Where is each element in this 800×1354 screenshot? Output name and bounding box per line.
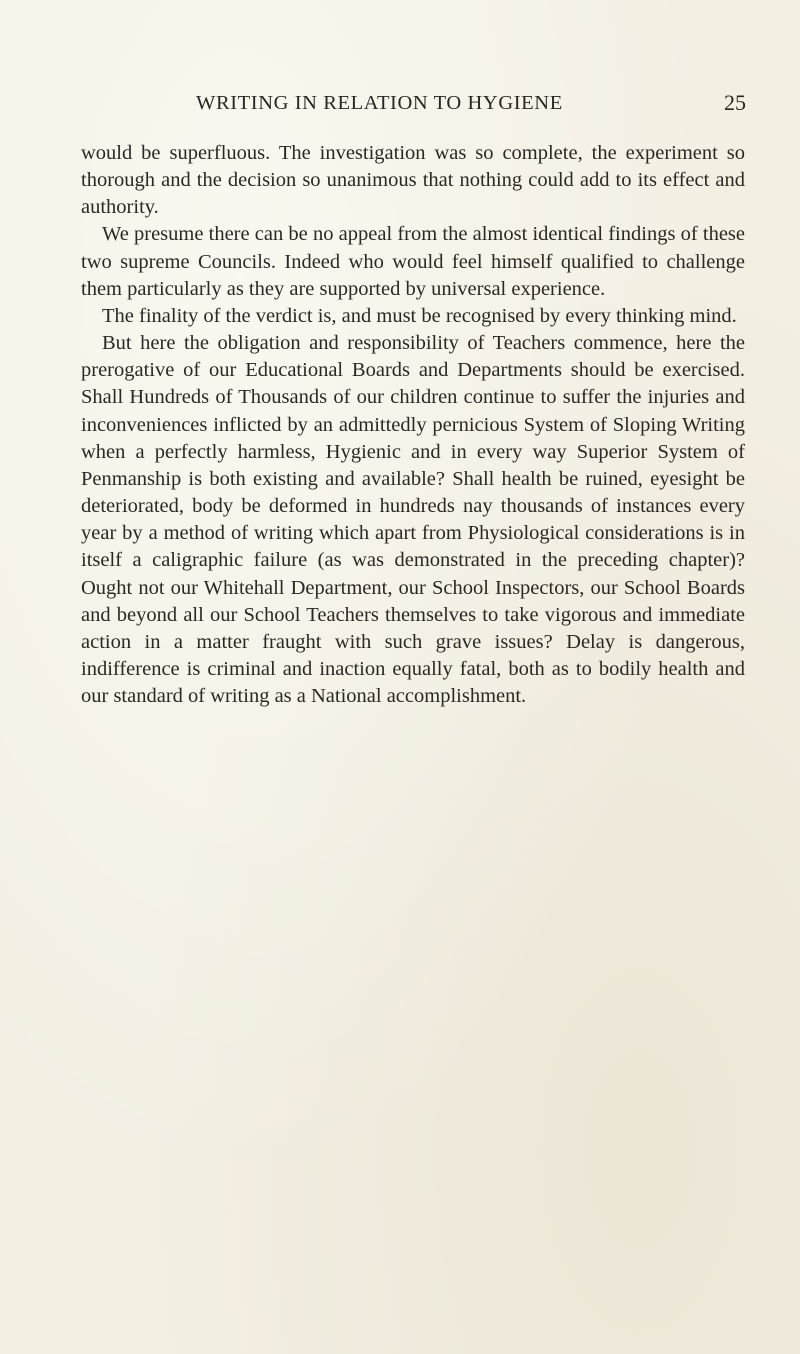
paragraph-appeal: We presume there can be no appeal from the almost identical findings of these two supreme Councils. Indeed who would feel himself qualified to challenge them particularly as they are supported by universal experience. <box>81 223 745 300</box>
running-head: WRITING IN RELATION TO HYGIENE <box>196 92 563 114</box>
body-text <box>81 140 745 710</box>
page-number: 25 <box>724 90 746 115</box>
paragraph-finality: The finality of the verdict is, and must be recognised by every thinking mind. <box>102 304 737 327</box>
paragraph-continuation: would be superfluous. The investigation was so complete, the experiment so thorough and the decision so unanimous that nothing could add to its effect and authority. <box>81 142 745 219</box>
paragraph-obligation: But here the obligation and responsibility of Teachers commence, here the prerogative of our Educational Boards and Departments should be exercised. Shall Hundreds of Thousands of our children continue to suffer the injuries and inconveniences inflicted by an admittedly pernicious System of Sloping Writing when a perfectly harmless, Hygienic and in every way Superior System of Penmanship is both existing and available? Shall health be ruined, eyesight be deteriorated, body be deformed in hundreds nay thousands of instances every year by a method of writing which apart from Physiological considerations is in itself a caligraphic failure (as was demonstrated in the preceding chapter)? Ought not our Whitehall Department, our School Inspectors, our School Boards and beyond all our School Teachers themselves to take vigorous and immediate action in a matter fraught with such grave issues? Delay is dangerous, indifference is criminal and inaction equally fatal, both as to bodily health and our standard of writing as a National accomplishment. <box>81 332 745 708</box>
